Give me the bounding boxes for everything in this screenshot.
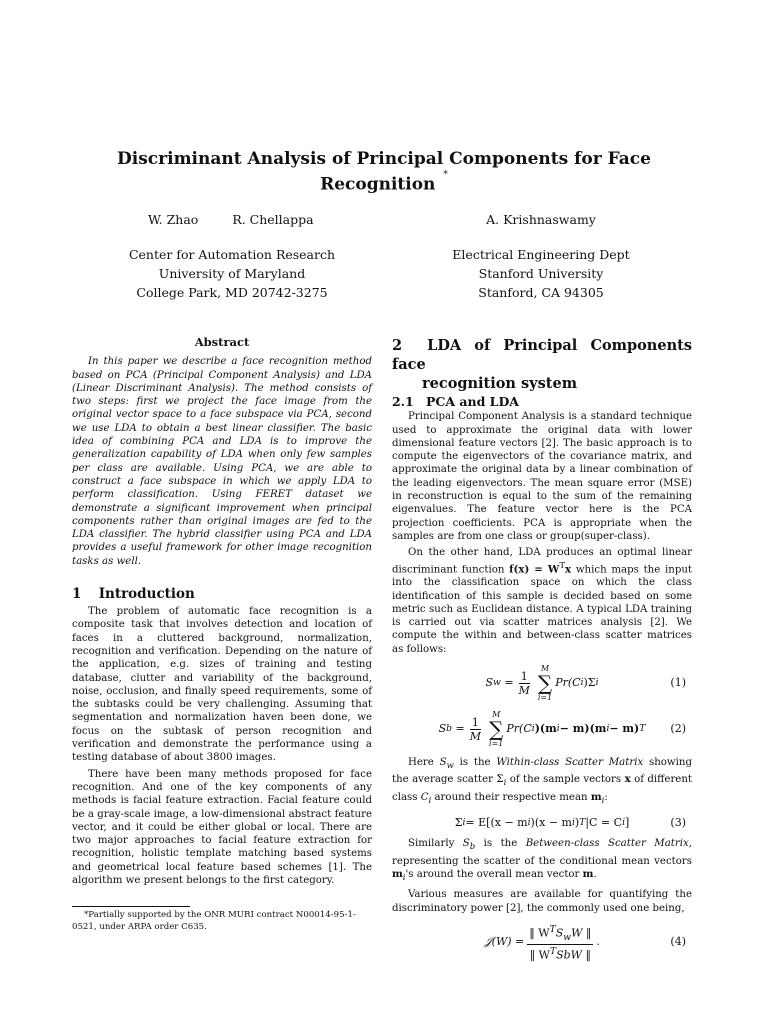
section-title: Introduction (98, 586, 195, 603)
eq-text: Pr(C (506, 722, 532, 736)
math-run: x (565, 562, 572, 575)
math-sub: b (469, 842, 476, 853)
eq-sub: i (527, 817, 531, 829)
subsection-number: 2.1 (392, 394, 414, 409)
eq-frac-num: 1 (520, 669, 528, 683)
equation-number: (1) (670, 676, 686, 690)
equation-1: S w = $\frac{1}{M}$ M ∑ i=1 Pr(C i )Σ i (1) (485, 664, 686, 703)
abstract-heading: Abstract (194, 335, 250, 349)
author-chellappa: R. Chellappa (232, 212, 314, 227)
text-run: . (593, 868, 597, 880)
eq-text: ‖ W (529, 926, 550, 940)
text-run: Similarly (408, 838, 463, 850)
authors-left (92, 210, 372, 302)
math-sub: i (503, 778, 507, 789)
eq-sub: i (462, 817, 466, 829)
measures-paragraph: Various measures are available for quantifying the discriminatory power [2], the commonly used one being, (392, 889, 692, 914)
eq-frac-num: 1 (471, 715, 479, 729)
math-run: x (624, 773, 631, 786)
author-names-left (92, 210, 372, 229)
eq-sub: w (493, 677, 501, 689)
eq-text: ‖ W (529, 948, 550, 962)
eq-text: )Σ (583, 676, 596, 690)
equation-2: S b = $\frac{1}{M}$ M ∑ i=1 Pr(C i )(m i − m)(m i − m) T (2) (438, 710, 686, 749)
text-run: around their respective mean (431, 791, 591, 803)
eq-fraction (517, 670, 532, 697)
text-run: is the (475, 838, 526, 850)
intro-heading (72, 586, 372, 603)
math-sup: T (559, 560, 566, 571)
affiliation-left-line: College Park, MD 20742-3275 (136, 285, 328, 300)
affiliation-right-line: Stanford University (478, 266, 604, 281)
math-sub: w (446, 761, 454, 772)
subsection-title: PCA and LDA (426, 394, 520, 409)
eq-text: W ‖ (571, 926, 592, 940)
eq-text: SbW ‖ (556, 948, 591, 962)
footnote: *Partially supported by the ONR MURI contract N00014-95-1-0521, under ARPA order C635. (72, 910, 356, 932)
text-run: On the other hand, LDA produces an optimal linear discriminant function (392, 547, 692, 575)
right-column (392, 336, 692, 969)
eq-frac-den: M (469, 729, 482, 743)
title-line-2 (90, 170, 678, 196)
eq-text: ) (574, 816, 580, 830)
math-sub: i (601, 795, 605, 806)
eq-text: − m)(m (559, 722, 607, 736)
math-run: m (590, 790, 602, 803)
equation-number: (2) (670, 722, 686, 736)
eq-sub: i (571, 817, 575, 829)
eq-frac-den (528, 945, 593, 962)
intro-paragraph-1: The problem of automatic face recognition is a composite task that involves detection and location of faces in a cluttered background, normalization, recognition and verification. Depending on the nature of the application, e.g. sizes of training and testing database, clutter and variability of the background, noise, occlusion, and finally speed requirements, some of the subtasks could be very challenging. Assuming that segmentation and normalization haven been done, we focus on the subtask of person recognition and verification and demonstrate the performance using a testing database of about 3800 images. (72, 606, 372, 764)
eq-sum-top: M (540, 664, 550, 674)
math-run: m (392, 867, 403, 880)
math-run: f(x) = W (509, 562, 560, 575)
eq-text: )(x − m (530, 816, 572, 830)
affiliation-left-line: Center for Automation Research (128, 247, 336, 262)
math-sub: i (402, 872, 406, 883)
eq-sum-bottom: i=1 (537, 693, 553, 703)
eq-text: Pr(C (555, 676, 581, 690)
eq-text: )(m (534, 722, 557, 736)
eq-sub: i (531, 723, 535, 735)
text-run: is the (453, 757, 497, 769)
eq-text: Σ (454, 816, 463, 830)
eq-text: S (555, 926, 564, 940)
eq-sub: w (563, 931, 572, 943)
eq-text: ] (625, 816, 630, 830)
eq-sup: T (579, 817, 586, 829)
eq-sup: T (549, 923, 556, 935)
eq-sum: M ∑ i=1 (489, 710, 504, 749)
pca-paragraph: Principal Component Analysis is a standard technique used to approximate the original data with lower dimensional feature vectors [2]. The basic approach is to compute the eigenvectors of the covariance matrix, and approximate the original data by a linear combination of the leading eigenvectors. The mean square error (MSE) in reconstruction is equal to the sum of the remaining eigenvalues. The feature vector here is the PCA projection coefficients. PCA is appropriate when the samples are from one class or group(super-class). (392, 411, 692, 542)
eq-sub: i (622, 817, 625, 829)
math-run: S (439, 757, 447, 769)
section-title-line-1: LDA of Principal Components face (392, 337, 692, 373)
title-footnote-mark: * (443, 170, 448, 180)
equation-number: (4) (670, 935, 686, 949)
eq-sum: M ∑ i=1 (537, 664, 553, 703)
subsection-2-1-heading (392, 395, 692, 408)
eq-sup: T (550, 945, 557, 957)
text-run: , representing the scatter of the conditional mean vectors (392, 838, 692, 867)
text-run: of different class (392, 774, 692, 803)
eq-text: . (596, 935, 600, 949)
abstract-text: In this paper we describe a face recognition method based on PCA (Principal Component Analysis) and LDA (Linear Discriminant Analysis). The method consists of two steps: first we project the face image from the original vector space to a face subspace via PCA, second we use LDA to obtain a best linear classifier. The basic idea of combining PCA and LDA is to improve the generalization capability of LDA when only few samples per class are available. Using PCA, we are able to construct a face subspace in which we apply LDA to perform classification. Using FERET dataset we demonstrate a significant improvement when principal components rather than original images are fed to the LDA classifier. The hybrid classifier using PCA and LDA provides a useful framework for other image recognition tasks as well. (72, 356, 372, 567)
eq-sub: i (595, 677, 599, 689)
term-run: Between-class Scatter Matrix (525, 838, 689, 850)
text-run: 's around the overall mean vector (405, 868, 583, 880)
text-run: Here (408, 757, 440, 769)
eq-fraction (527, 923, 593, 962)
text-run: of the sample vectors (506, 774, 625, 786)
eq-sum-top: M (492, 710, 501, 720)
math-run: C (420, 791, 429, 803)
eq-sub: i (606, 723, 610, 735)
author-krishnaswamy: A. Krishnaswamy (486, 212, 596, 227)
section-2-heading (392, 336, 692, 393)
eq-sub: i (556, 723, 560, 735)
text-run: : (604, 791, 608, 803)
section-number: 2 (392, 337, 403, 354)
eq-sum-bottom: i=1 (489, 739, 504, 749)
title-line-1: Discriminant Analysis of Principal Components for Face (117, 149, 651, 169)
eq-symbol: S (438, 722, 447, 736)
section-title-line-2: recognition system (422, 375, 578, 392)
author-zhao: W. Zhao (148, 212, 199, 227)
between-class-paragraph (392, 837, 692, 885)
left-column (72, 336, 372, 890)
math-run: S (462, 838, 470, 850)
within-class-paragraph (392, 756, 692, 808)
eq-sub: i (580, 677, 584, 689)
eq-text: |C = C (585, 816, 623, 830)
math-run: m (582, 867, 594, 880)
footnote-rule (72, 906, 190, 907)
affiliation-right-line: Stanford, CA 94305 (478, 285, 604, 300)
eq-sup: T (639, 723, 646, 735)
paper-title (90, 148, 678, 196)
affiliation-right-line: Electrical Engineering Dept (452, 247, 630, 262)
eq-frac-num (527, 923, 593, 945)
authors-right (396, 210, 686, 302)
eq-symbol: S (485, 676, 494, 690)
intro-paragraph-2: There have been many methods proposed for face recognition. And one of the key components of any methods is facial feature extraction. Facial feature could be a gray-scale image, a low-dimensional abstract feature vector, and it could be either global or local. There are two major approaches to facial feature extraction for recognition, holistic template matching based systems and geometrical local feature based schemes [1]. The algorithm we present belongs to the first category. (72, 768, 372, 886)
affiliation-right (396, 245, 686, 302)
section-number: 1 (72, 586, 82, 603)
affiliation-left (92, 245, 372, 302)
text-run: which maps the input into the classification space on which the class identification of this sample is decided based on some metric such as Euclidean distance. A typical LDA training is carried out via scatter matrices analysis [2]. We compute the within and between-class scatter matrices as follows: (392, 563, 693, 655)
equation-3 (392, 816, 692, 829)
math-sub: i (428, 795, 432, 806)
text-run: showing the average scatter Σ (392, 757, 692, 786)
equation-number: (3) (670, 816, 686, 830)
affiliation-left-line: University of Maryland (158, 266, 306, 281)
term-run: Within-class Scatter Matrix (496, 757, 644, 769)
title-line-2-text: Recognition (320, 174, 436, 195)
eq-text: 𝒥(W) = (484, 935, 525, 949)
equation-4 (392, 923, 692, 962)
eq-text: − m) (609, 722, 640, 736)
eq-sub: b (446, 723, 453, 735)
eq-text: = E[(x − m (465, 816, 528, 830)
eq-fraction (468, 716, 483, 743)
eq-frac-den: M (518, 683, 530, 697)
lda-paragraph (392, 546, 692, 656)
